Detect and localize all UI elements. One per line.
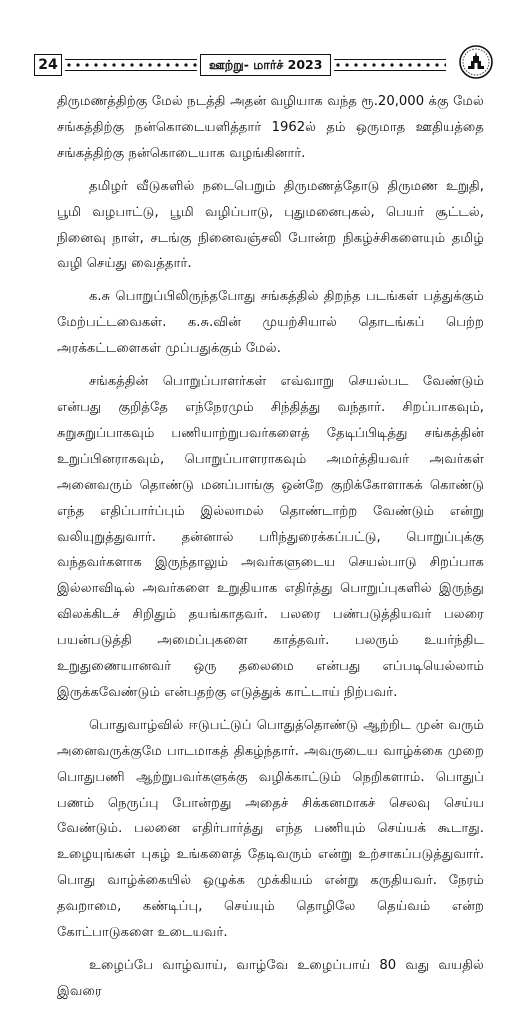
paragraph-2: தமிழர் வீடுகளில் நடைபெறும் திருமணத்தோடு திருமண உறுதி, பூமி வழபாட்டு, பூமி வழிப்பாடு, புதுமனைபுகல், பெயர் சூட்டல், நினைவு நாள், சடங்கு நினைவஞ்சலி போன்ற நிகழ்ச்சிகளையும் தமிழ் வழி செய்து வைத்தார். bbox=[57, 178, 484, 272]
ornamental-border-left bbox=[65, 57, 197, 73]
paragraph-5: பொதுவாழ்வில் ஈடுபட்டுப் பொதுத்தொண்டு ஆற்றிட முன் வரும் அனைவருக்குமே பாடமாகத் திகழ்ந்தார். அவருடைய வாழ்க்கை முறை பொதுபணி ஆற்றுபவர்களுக்கு வழிக்காட்டும் நெறிகளாம். பொதுப் பணம் நெருப்பு போன்றது அதைச் சிக்கனமாகச் செலவு செய்ய வேண்டும். பலனை எதிர்பார்த்து எந்த பணியும் செய்யக் கூடாது. உழையுங்கள் புகழ் உங்களைத் தேடிவரும் என்று உற்சாகப்படுத்துவார். பொது வாழ்க்கையில் ஒழுக்க முக்கியம் என்று கருதியவர். நேரம் தவறாமை, கண்டிப்பு, செய்யும் தொழிலே தெய்வம் என்ற கோட்பாடுகளை உடையவர். bbox=[57, 717, 484, 941]
paragraph-6: உழைப்பே வாழ்வாய், வாழ்வே உழைப்பாய் 80 வது வயதில் இவரை bbox=[57, 958, 484, 999]
ornamental-border-right bbox=[334, 57, 446, 73]
article-body bbox=[57, 89, 484, 1012]
temple-emblem-icon bbox=[458, 44, 494, 80]
page-number: 24 bbox=[34, 54, 62, 76]
page-header bbox=[34, 52, 494, 78]
paragraph-1: திருமணத்திற்கு மேல் நடத்தி அதன் வழியாக வந்த ரூ.20,000 க்கு மேல் சங்கத்திற்கு நன்கொடையளித்தார் 1962ல் தம் ஒருமாத ஊதியத்தை சங்கத்திற்கு நன்கொடையாக வழங்கினார். bbox=[57, 94, 484, 161]
magazine-issue-title: ஊற்று- மார்ச் 2023 bbox=[200, 54, 331, 76]
paragraph-3: க.சு பொறுப்பிலிருந்தபோது சங்கத்தில் திறந்த படங்கள் பத்துக்கும் மேற்பட்டவைகள். க.சு.வின் முயற்சியால் தொடங்கப் பெற்ற அரக்கட்டளைகள் முப்பதுக்கும் மேல். bbox=[57, 289, 484, 357]
paragraph-4: சங்கத்தின் பொறுப்பாளர்கள் எவ்வாறு செயல்பட வேண்டும் என்பது குறித்தே எந்நேரமும் சிந்தித்து வந்தார். சிறப்பாகவும், சுறுசுறுப்பாகவும் பணியாற்றுபவர்களைத் தேடிப்பிடித்து சங்கத்தின் உறுப்பினராகவும், பொறுப்பாளராகவும் அமர்த்தியவர் அவர்கள் அனைவரும் தொண்டு மனப்பாங்கு ஒன்றே குறிக்கோளாகக் கொண்டு எந்த எதிப்பார்ப்பும் இல்லாமல் தொண்டாற்ற வேண்டும் என்று வலியுறுத்துவார். தன்னால் பரிந்துரைக்கப்பட்டு, பொறுப்புக்கு வந்தவர்களாக இருந்தாலும் அவர்களுடைய செயல்பாடு சிறப்பாக இல்லாவிடில் அவர்களை உறுதியாக எதிர்த்து பொறுப்புகளில் இருந்து விலக்கிடச் சிறிதும் தயங்காதவர். பலரை பண்படுத்தியவர் பலரை பயன்படுத்தி அமைப்புகளை காத்தவர். பலரும் உயர்ந்திட உறுதுணையானவர் ஒரு தலைமை என்பது எப்படியெல்லாம் இருக்கவேண்டும் என்பதற்கு எடுத்துக் காட்டாய் நிற்பவர். bbox=[57, 374, 484, 700]
